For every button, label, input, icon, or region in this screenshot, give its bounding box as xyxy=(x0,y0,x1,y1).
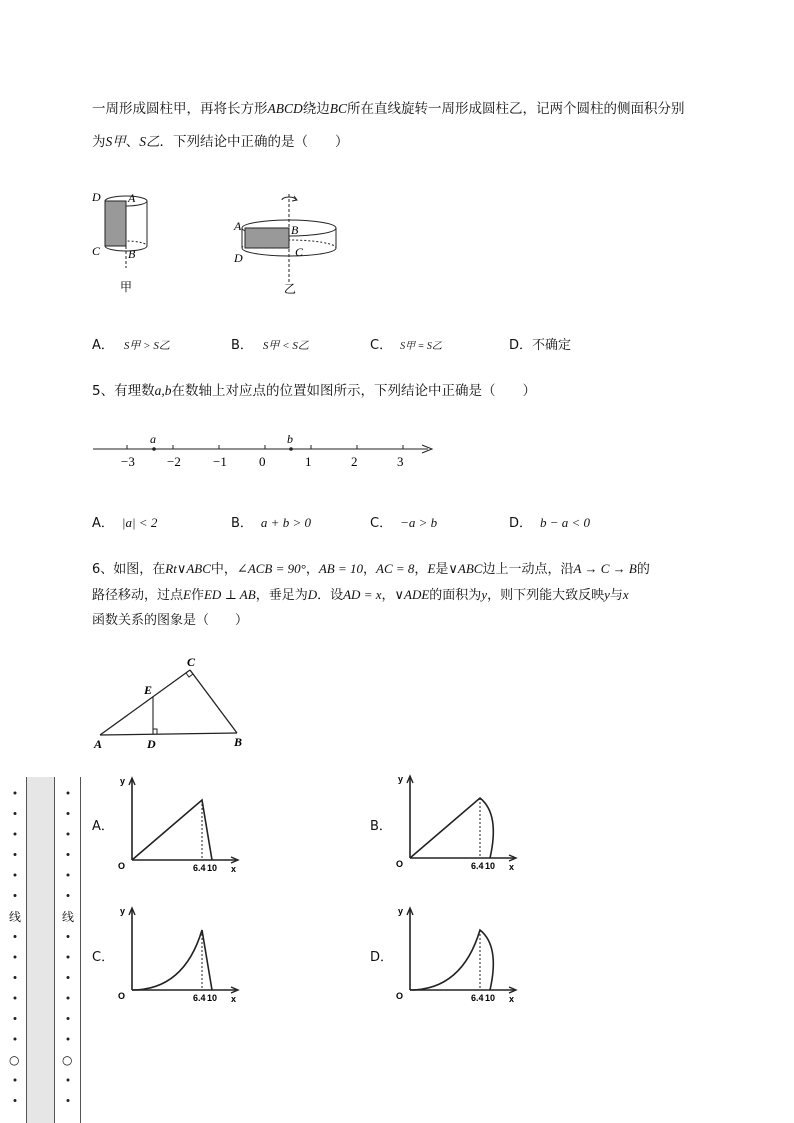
graph-origin-label: O xyxy=(396,859,404,869)
tick-label: −2 xyxy=(167,454,181,469)
q5-option-d[interactable]: D． b − a < 0 xyxy=(509,515,591,531)
tick-label: 3 xyxy=(397,454,404,469)
cylinder-jia-figure xyxy=(88,188,168,300)
graph-curve xyxy=(132,800,212,860)
binding-dot xyxy=(14,1038,17,1041)
tick-label: −1 xyxy=(213,454,227,469)
binding-circle-right: ○ xyxy=(62,1053,73,1067)
label-E: E xyxy=(144,683,153,697)
number-line xyxy=(90,425,435,475)
tick-label: 0 xyxy=(259,454,266,469)
label-C3: C xyxy=(187,655,196,669)
label-B3: B xyxy=(234,735,243,749)
graph-tick-10: 10 xyxy=(485,993,496,1003)
q4-option-b[interactable]: B． S甲 < S乙 xyxy=(231,338,309,353)
binding-dot xyxy=(67,935,70,938)
graph-b xyxy=(392,770,522,870)
binding-dot xyxy=(14,894,17,897)
tick-label: −3 xyxy=(121,454,135,469)
binding-circle-left: ○ xyxy=(9,1053,20,1067)
binding-dots xyxy=(0,777,90,1123)
q4-line2: 为S甲、S乙．下列结论中正确的是（ ） xyxy=(92,134,349,150)
binding-dot xyxy=(67,833,70,836)
label-D: D xyxy=(92,190,101,204)
graph-origin-label: O xyxy=(396,991,404,1001)
q6-option-d[interactable]: D． xyxy=(370,950,394,965)
tick-label: 2 xyxy=(351,454,358,469)
binding-dot xyxy=(67,853,70,856)
q6-option-c[interactable]: C． xyxy=(92,950,115,965)
label-A2: A xyxy=(234,219,242,233)
graph-tick-6-4: 6.4 xyxy=(471,993,484,1003)
graph-d xyxy=(392,902,522,1002)
graph-curve xyxy=(410,930,493,990)
binding-dot xyxy=(67,1099,70,1102)
graph-origin-label: O xyxy=(118,861,126,871)
q6-option-b[interactable]: B． xyxy=(370,819,392,834)
graph-curve xyxy=(132,930,212,990)
binding-dot xyxy=(67,997,70,1000)
graph-tick-6-4: 6.4 xyxy=(471,861,484,871)
binding-dot xyxy=(67,976,70,979)
label-C: C xyxy=(92,244,101,258)
tick-label: 1 xyxy=(305,454,312,469)
caption-jia: 甲 xyxy=(120,280,133,294)
q6-line1: 6、如图，在Rt∨ABC中，∠ACB = 90°，AB = 10，AC = 8，E是∨ABC边上一动点，沿A → C → B的 xyxy=(92,561,650,577)
q5-option-c[interactable]: C． −a > b xyxy=(370,515,438,531)
point-a-label: a xyxy=(150,432,156,446)
graph-y-label: y xyxy=(398,906,404,916)
q5-option-b[interactable]: B． a + b > 0 xyxy=(231,515,311,531)
binding-dot xyxy=(14,1017,17,1020)
label-D2: D xyxy=(234,251,243,265)
binding-dot xyxy=(67,1017,70,1020)
binding-dot xyxy=(67,874,70,877)
binding-dot xyxy=(14,812,17,815)
q5-option-a[interactable]: A． |a| < 2 xyxy=(92,515,158,531)
graph-curve xyxy=(410,798,493,858)
graph-x-label: x xyxy=(509,994,515,1004)
binding-dot xyxy=(67,894,70,897)
graph-y-label: y xyxy=(398,774,404,784)
binding-dot xyxy=(14,1079,17,1082)
binding-dot xyxy=(14,935,17,938)
binding-dot xyxy=(67,792,70,795)
binding-dot xyxy=(14,853,17,856)
graph-tick-10: 10 xyxy=(207,863,218,873)
cylinder-yi-figure xyxy=(228,190,348,300)
label-C2: C xyxy=(295,245,304,259)
graph-tick-10: 10 xyxy=(485,861,496,871)
label-B2: B xyxy=(291,223,299,237)
graph-tick-6-4: 6.4 xyxy=(193,863,206,873)
graph-c xyxy=(114,902,244,1002)
binding-dot xyxy=(14,956,17,959)
binding-dot xyxy=(14,833,17,836)
q6-line3: 函数关系的图象是（ ） xyxy=(92,613,249,628)
q5-stem: 5、有理数a,b在数轴上对应点的位置如图所示，下列结论中正确是（ ） xyxy=(92,383,536,399)
label-D3: D xyxy=(147,737,156,751)
binding-dot xyxy=(67,956,70,959)
binding-dot xyxy=(14,874,17,877)
graph-tick-10: 10 xyxy=(207,993,218,1003)
binding-dot xyxy=(14,997,17,1000)
graph-y-label: y xyxy=(120,776,126,786)
graph-origin-label: O xyxy=(118,991,126,1001)
binding-dot xyxy=(67,1038,70,1041)
label-A: A xyxy=(128,191,136,205)
graph-x-label: x xyxy=(231,994,237,1004)
graph-a xyxy=(114,772,244,872)
binding-line-char-right: 线 xyxy=(62,910,75,924)
triangle-figure xyxy=(92,652,252,752)
q6-option-a[interactable]: A． xyxy=(92,819,114,834)
q6-line2: 路径移动，过点E作ED ⊥ AB，垂足为D．设AD = x，∨ADE的面积为y，则下列能大致反映y与x xyxy=(92,587,629,603)
graph-x-label: x xyxy=(231,864,237,874)
q4-line1: 一周形成圆柱甲，再将长方形ABCD绕边BC所在直线旋转一周形成圆柱乙，记两个圆柱的侧面积分别 xyxy=(92,101,685,117)
graph-y-label: y xyxy=(120,906,126,916)
caption-yi: 乙 xyxy=(284,282,297,296)
binding-dot xyxy=(67,812,70,815)
binding-dot xyxy=(14,792,17,795)
binding-dot xyxy=(14,1099,17,1102)
label-A3: A xyxy=(94,737,103,751)
q4-option-a[interactable]: A． S甲 > S乙 xyxy=(92,338,170,353)
binding-dot xyxy=(67,1079,70,1082)
point-b-label: b xyxy=(287,432,293,446)
q4-option-c[interactable]: C． S甲 = S乙 xyxy=(370,338,442,353)
label-B: B xyxy=(128,247,136,261)
binding-line-char-left: 线 xyxy=(9,910,22,924)
q4-option-d[interactable]: D．不确定 xyxy=(509,338,572,353)
graph-tick-6-4: 6.4 xyxy=(193,993,206,1003)
graph-x-label: x xyxy=(509,862,515,872)
binding-dot xyxy=(14,976,17,979)
